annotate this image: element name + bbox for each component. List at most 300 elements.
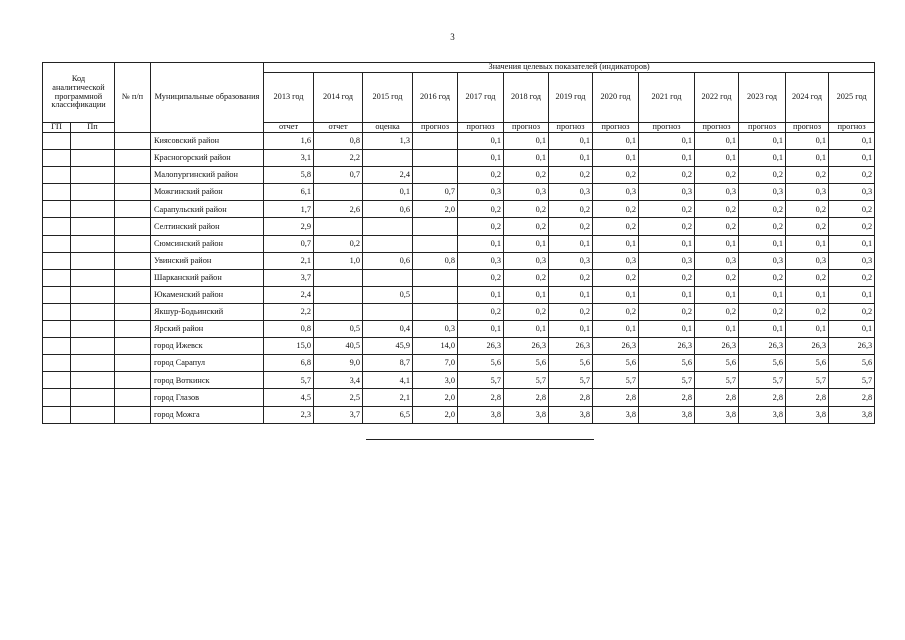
table-row (43, 150, 875, 167)
value-cell: 6,8 (264, 355, 314, 372)
value-cell: 0,1 (504, 235, 549, 252)
value-cell: 0,3 (549, 252, 593, 269)
value-cell (314, 184, 363, 201)
value-cell: 26,3 (739, 338, 786, 355)
pp-header: Пп (71, 123, 115, 133)
value-cell: 0,1 (639, 321, 695, 338)
value-cell: 5,7 (504, 372, 549, 389)
pp-cell (71, 235, 115, 252)
table-row (43, 184, 875, 201)
number-cell (115, 355, 151, 372)
value-cell: 0,1 (786, 133, 829, 150)
value-cell: 0,2 (458, 167, 504, 184)
value-cell: 0,2 (829, 269, 875, 286)
value-cell: 0,2 (739, 201, 786, 218)
pp-cell (71, 133, 115, 150)
number-cell (115, 150, 151, 167)
gp-header: ГП (43, 123, 71, 133)
pp-cell (71, 355, 115, 372)
value-cell: 0,7 (413, 184, 458, 201)
code-header: Код аналитической программной классификации (43, 63, 115, 123)
value-cell: 3,8 (786, 406, 829, 423)
value-cell: 0,1 (549, 321, 593, 338)
pp-cell (71, 372, 115, 389)
value-cell: 0,2 (458, 218, 504, 235)
value-cell: 0,2 (786, 218, 829, 235)
value-cell (363, 303, 413, 320)
value-cell: 5,7 (695, 372, 739, 389)
value-cell: 0,3 (739, 252, 786, 269)
gp-cell (43, 235, 71, 252)
pp-cell (71, 218, 115, 235)
gp-cell (43, 218, 71, 235)
value-cell: 0,2 (549, 269, 593, 286)
value-cell (413, 286, 458, 303)
value-cell: 0,1 (739, 235, 786, 252)
value-cell: 5,8 (264, 167, 314, 184)
table-row (43, 218, 875, 235)
value-cell: 0,1 (829, 321, 875, 338)
value-type-header: отчет (314, 123, 363, 133)
value-cell: 0,5 (314, 321, 363, 338)
municipality-name: Малопургинский район (151, 167, 264, 184)
value-cell: 0,1 (786, 321, 829, 338)
value-cell: 0,2 (593, 269, 639, 286)
year-header: 2018 год (504, 73, 549, 123)
value-cell: 0,2 (739, 303, 786, 320)
value-cell: 0,3 (593, 184, 639, 201)
value-cell: 26,3 (593, 338, 639, 355)
value-cell: 0,1 (695, 133, 739, 150)
value-type-header: оценка (363, 123, 413, 133)
value-cell: 5,6 (829, 355, 875, 372)
value-cell: 0,2 (458, 269, 504, 286)
value-cell: 6,5 (363, 406, 413, 423)
value-cell: 26,3 (829, 338, 875, 355)
value-cell: 0,1 (695, 321, 739, 338)
year-header: 2015 год (363, 73, 413, 123)
number-cell (115, 218, 151, 235)
value-cell: 2,4 (264, 286, 314, 303)
year-header: 2025 год (829, 73, 875, 123)
value-cell: 0,2 (504, 269, 549, 286)
pp-cell (71, 406, 115, 423)
value-cell: 0,1 (504, 286, 549, 303)
value-cell: 0,2 (504, 167, 549, 184)
year-header: 2019 год (549, 73, 593, 123)
pp-cell (71, 321, 115, 338)
value-cell: 0,2 (786, 269, 829, 286)
value-cell: 0,1 (829, 133, 875, 150)
value-cell: 8,7 (363, 355, 413, 372)
value-cell: 0,2 (695, 269, 739, 286)
value-cell: 26,3 (695, 338, 739, 355)
value-cell: 5,7 (549, 372, 593, 389)
value-cell: 26,3 (549, 338, 593, 355)
value-type-header: прогноз (739, 123, 786, 133)
gp-cell (43, 133, 71, 150)
table-row (43, 338, 875, 355)
value-cell: 0,1 (458, 133, 504, 150)
value-cell: 0,1 (639, 150, 695, 167)
value-cell: 2,8 (593, 389, 639, 406)
table-row (43, 389, 875, 406)
value-type-header: прогноз (639, 123, 695, 133)
value-cell: 0,7 (264, 235, 314, 252)
year-header: 2024 год (786, 73, 829, 123)
value-cell: 2,0 (413, 389, 458, 406)
value-cell: 45,9 (363, 338, 413, 355)
table-row (43, 355, 875, 372)
value-cell: 0,1 (695, 286, 739, 303)
value-cell: 3,8 (739, 406, 786, 423)
value-cell: 0,1 (504, 133, 549, 150)
number-cell (115, 133, 151, 150)
value-cell: 2,8 (739, 389, 786, 406)
value-cell: 2,1 (363, 389, 413, 406)
year-header: 2023 год (739, 73, 786, 123)
value-cell: 0,8 (413, 252, 458, 269)
table-body (43, 133, 875, 424)
value-cell (413, 269, 458, 286)
value-cell: 0,8 (264, 321, 314, 338)
value-cell: 0,2 (458, 303, 504, 320)
value-cell: 5,7 (593, 372, 639, 389)
municipality-name: город Сарапул (151, 355, 264, 372)
table-row (43, 133, 875, 150)
municipality-name: Якшур-Бодьинский (151, 303, 264, 320)
value-cell: 1,0 (314, 252, 363, 269)
value-cell: 0,1 (639, 286, 695, 303)
value-type-header: прогноз (458, 123, 504, 133)
value-cell: 0,1 (829, 286, 875, 303)
value-cell: 2,2 (314, 150, 363, 167)
value-cell (314, 218, 363, 235)
value-cell: 0,1 (593, 321, 639, 338)
value-cell: 5,6 (739, 355, 786, 372)
value-cell: 5,7 (264, 372, 314, 389)
value-cell (363, 150, 413, 167)
gp-cell (43, 150, 71, 167)
value-cell: 0,2 (695, 218, 739, 235)
number-cell (115, 321, 151, 338)
value-cell: 0,1 (786, 150, 829, 167)
value-cell: 0,7 (314, 167, 363, 184)
value-cell: 0,1 (786, 235, 829, 252)
municipality-name: Киясовский район (151, 133, 264, 150)
table-row (43, 372, 875, 389)
value-cell: 26,3 (786, 338, 829, 355)
year-header: 2021 год (639, 73, 695, 123)
value-cell: 2,0 (413, 201, 458, 218)
value-cell: 5,6 (458, 355, 504, 372)
year-header: 2014 год (314, 73, 363, 123)
pp-cell (71, 269, 115, 286)
year-header: 2016 год (413, 73, 458, 123)
value-cell: 0,2 (695, 201, 739, 218)
municipality-name: Юкаменский район (151, 286, 264, 303)
value-cell: 0,3 (504, 184, 549, 201)
number-cell (115, 252, 151, 269)
municipality-name: город Ижевск (151, 338, 264, 355)
value-cell: 0,2 (593, 303, 639, 320)
value-cell: 0,1 (739, 321, 786, 338)
number-cell (115, 338, 151, 355)
number-cell (115, 201, 151, 218)
value-cell: 0,2 (504, 218, 549, 235)
gp-cell (43, 252, 71, 269)
table-header (43, 63, 875, 133)
value-cell: 0,1 (458, 286, 504, 303)
value-cell (413, 150, 458, 167)
value-cell: 0,3 (549, 184, 593, 201)
value-cell: 2,5 (314, 389, 363, 406)
value-cell: 5,7 (829, 372, 875, 389)
value-cell: 0,1 (504, 321, 549, 338)
value-cell: 0,1 (739, 286, 786, 303)
gp-cell (43, 355, 71, 372)
number-cell (115, 184, 151, 201)
value-cell: 0,3 (458, 184, 504, 201)
value-cell: 2,0 (413, 406, 458, 423)
municipality-name: Красногорский район (151, 150, 264, 167)
value-cell: 0,1 (549, 235, 593, 252)
value-cell: 3,8 (639, 406, 695, 423)
pp-cell (71, 184, 115, 201)
value-cell: 0,1 (639, 133, 695, 150)
municipality-name: Увинский район (151, 252, 264, 269)
value-cell: 3,0 (413, 372, 458, 389)
value-cell: 0,2 (786, 303, 829, 320)
value-cell (413, 167, 458, 184)
value-cell: 0,3 (458, 252, 504, 269)
value-cell: 0,1 (549, 133, 593, 150)
value-cell: 2,2 (264, 303, 314, 320)
municipality-name: Сарапульский район (151, 201, 264, 218)
value-cell: 0,3 (695, 184, 739, 201)
value-cell: 0,2 (786, 201, 829, 218)
year-header: 2020 год (593, 73, 639, 123)
value-type-header: прогноз (829, 123, 875, 133)
value-cell: 4,5 (264, 389, 314, 406)
value-cell: 0,2 (549, 218, 593, 235)
table-row (43, 286, 875, 303)
value-cell: 0,2 (549, 167, 593, 184)
gp-cell (43, 406, 71, 423)
value-type-header: прогноз (549, 123, 593, 133)
value-cell: 5,7 (739, 372, 786, 389)
value-cell: 0,2 (639, 201, 695, 218)
value-cell: 4,1 (363, 372, 413, 389)
value-cell: 0,2 (593, 218, 639, 235)
municipality-name: город Глазов (151, 389, 264, 406)
pp-cell (71, 201, 115, 218)
value-type-header: прогноз (695, 123, 739, 133)
value-cell: 0,4 (363, 321, 413, 338)
number-cell (115, 235, 151, 252)
value-cell: 2,8 (504, 389, 549, 406)
value-cell (363, 235, 413, 252)
pp-cell (71, 389, 115, 406)
number-cell (115, 286, 151, 303)
value-type-header: прогноз (593, 123, 639, 133)
value-cell: 0,3 (695, 252, 739, 269)
value-cell: 6,1 (264, 184, 314, 201)
value-cell: 0,3 (739, 184, 786, 201)
value-cell: 0,1 (695, 150, 739, 167)
value-cell: 0,1 (549, 286, 593, 303)
value-cell: 26,3 (504, 338, 549, 355)
value-cell: 3,8 (829, 406, 875, 423)
value-cell: 5,6 (593, 355, 639, 372)
value-cell: 0,3 (786, 184, 829, 201)
value-cell: 0,5 (363, 286, 413, 303)
municipality-name: Сюмсинский район (151, 235, 264, 252)
value-cell: 0,1 (639, 235, 695, 252)
value-cell: 0,2 (829, 167, 875, 184)
value-cell: 0,6 (363, 201, 413, 218)
value-type-header: прогноз (504, 123, 549, 133)
value-cell: 0,1 (363, 184, 413, 201)
number-cell (115, 269, 151, 286)
value-cell: 0,3 (639, 252, 695, 269)
page-number: 3 (450, 32, 455, 42)
value-cell: 0,2 (504, 201, 549, 218)
table-row (43, 321, 875, 338)
year-header: 2013 год (264, 73, 314, 123)
value-cell: 0,1 (695, 235, 739, 252)
gp-cell (43, 167, 71, 184)
value-cell: 0,1 (458, 321, 504, 338)
value-cell: 2,3 (264, 406, 314, 423)
value-cell (314, 286, 363, 303)
indicators-header: Значения целевых показателей (индикаторов) (264, 63, 875, 73)
value-cell: 0,3 (829, 252, 875, 269)
value-cell: 0,2 (639, 303, 695, 320)
value-cell: 7,0 (413, 355, 458, 372)
number-cell (115, 406, 151, 423)
value-cell: 3,4 (314, 372, 363, 389)
number-cell (115, 389, 151, 406)
number-header: № п/п (115, 63, 151, 133)
municipality-name: город Воткинск (151, 372, 264, 389)
municipality-name: город Можга (151, 406, 264, 423)
value-cell (314, 303, 363, 320)
value-cell: 0,3 (829, 184, 875, 201)
value-cell: 0,2 (504, 303, 549, 320)
gp-cell (43, 372, 71, 389)
value-cell: 2,1 (264, 252, 314, 269)
value-cell (413, 303, 458, 320)
value-cell: 1,7 (264, 201, 314, 218)
value-cell: 15,0 (264, 338, 314, 355)
value-cell: 5,7 (458, 372, 504, 389)
value-cell: 0,2 (739, 167, 786, 184)
number-cell (115, 167, 151, 184)
municipality-name: Ярский район (151, 321, 264, 338)
table-row (43, 201, 875, 218)
value-cell: 2,8 (695, 389, 739, 406)
gp-cell (43, 286, 71, 303)
table-row (43, 269, 875, 286)
table-row (43, 406, 875, 423)
value-cell: 2,6 (314, 201, 363, 218)
value-cell: 0,2 (314, 235, 363, 252)
value-cell: 0,1 (829, 150, 875, 167)
value-cell: 1,6 (264, 133, 314, 150)
number-cell (115, 372, 151, 389)
value-cell: 0,2 (593, 167, 639, 184)
value-cell: 0,2 (458, 201, 504, 218)
number-cell (115, 303, 151, 320)
value-cell: 5,6 (504, 355, 549, 372)
value-cell: 0,1 (549, 150, 593, 167)
value-type-header: прогноз (786, 123, 829, 133)
value-cell: 0,2 (829, 303, 875, 320)
value-cell: 2,8 (786, 389, 829, 406)
value-cell: 5,6 (549, 355, 593, 372)
value-cell: 2,4 (363, 167, 413, 184)
value-type-header: прогноз (413, 123, 458, 133)
gp-cell (43, 269, 71, 286)
value-cell: 0,2 (695, 303, 739, 320)
pp-cell (71, 303, 115, 320)
value-cell: 0,2 (639, 218, 695, 235)
municipality-name: Селтинский район (151, 218, 264, 235)
value-cell: 9,0 (314, 355, 363, 372)
value-cell: 2,8 (829, 389, 875, 406)
value-cell: 0,2 (739, 218, 786, 235)
value-cell: 0,1 (593, 286, 639, 303)
value-cell: 0,2 (829, 201, 875, 218)
value-cell: 0,3 (504, 252, 549, 269)
gp-cell (43, 303, 71, 320)
gp-cell (43, 338, 71, 355)
pp-cell (71, 150, 115, 167)
value-type-header: отчет (264, 123, 314, 133)
value-cell: 3,8 (549, 406, 593, 423)
year-header: 2022 год (695, 73, 739, 123)
value-cell: 40,5 (314, 338, 363, 355)
value-cell (363, 218, 413, 235)
gp-cell (43, 389, 71, 406)
value-cell: 0,2 (695, 167, 739, 184)
value-cell: 3,1 (264, 150, 314, 167)
value-cell: 0,2 (829, 218, 875, 235)
value-cell: 0,1 (593, 235, 639, 252)
pp-cell (71, 252, 115, 269)
value-cell: 3,7 (264, 269, 314, 286)
value-cell: 0,1 (593, 150, 639, 167)
year-header: 2017 год (458, 73, 504, 123)
value-cell: 0,3 (593, 252, 639, 269)
value-cell: 0,6 (363, 252, 413, 269)
value-cell: 0,2 (549, 303, 593, 320)
value-cell: 5,6 (695, 355, 739, 372)
value-cell: 3,7 (314, 406, 363, 423)
gp-cell (43, 201, 71, 218)
value-cell: 26,3 (458, 338, 504, 355)
value-cell: 0,3 (786, 252, 829, 269)
value-cell: 0,1 (593, 133, 639, 150)
municipality-name: Можгинский район (151, 184, 264, 201)
value-cell: 1,3 (363, 133, 413, 150)
value-cell: 3,8 (504, 406, 549, 423)
value-cell (363, 269, 413, 286)
value-cell: 3,8 (593, 406, 639, 423)
value-cell: 26,3 (639, 338, 695, 355)
value-cell: 0,2 (549, 201, 593, 218)
